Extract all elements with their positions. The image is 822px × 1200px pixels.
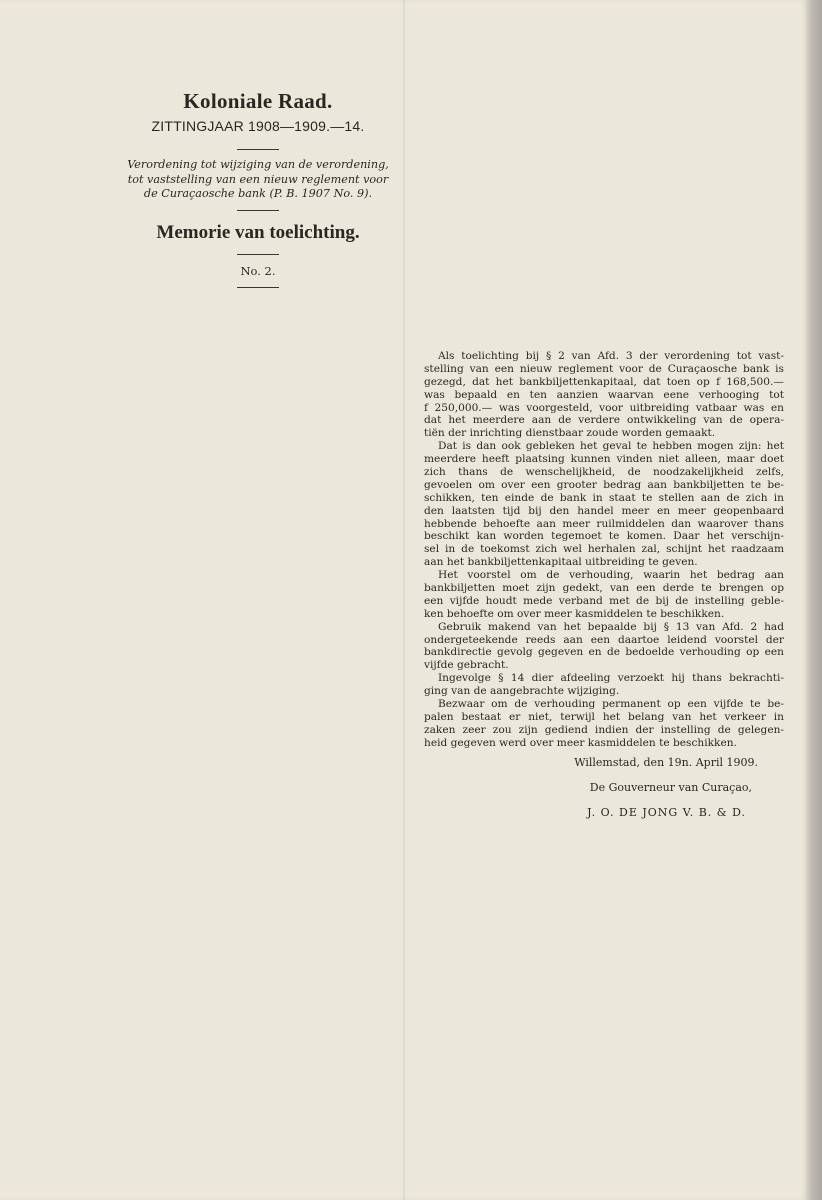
paragraph-line: stelling van een nieuw reglement voor de Curaçaosche bank is xyxy=(424,362,784,375)
paragraph-line: ken behoefte om over meer kasmiddelen te beschikken. xyxy=(424,607,725,620)
place-date: Willemstad, den 19n. April 1909. xyxy=(574,756,758,769)
paragraph-line: gezegd, dat het bankbiljettenkapitaal, dat toen op f 168,500.— xyxy=(424,375,784,388)
paragraph-line: ging van de aangebrachte wijziging. xyxy=(424,685,620,698)
document-header xyxy=(118,88,398,288)
paragraph-line: gevoelen om over een grooter bedrag aan bankbiljetten te be- xyxy=(424,478,784,491)
paragraph-line: beschikt kan worden tegemoet te komen. Daar het verschijn- xyxy=(424,530,784,543)
paragraph-line: aan het bankbiljettenkapitaal uitbreiding te geven. xyxy=(424,556,698,569)
paragraph-line: Het voorstel om de verhouding, waarin het bedrag aan xyxy=(438,569,784,582)
paragraph-line: sel in de toekomst zich wel herhalen zal, schijnt het raadzaam xyxy=(424,543,784,556)
divider-rule xyxy=(237,149,279,150)
governor-title: De Gouverneur van Curaçao, xyxy=(589,781,752,794)
paragraph-line: Gebruik makend van het bepaalde bij § 13 van Afd. 2 had xyxy=(438,620,784,633)
divider-rule xyxy=(237,254,279,255)
paragraph-line: zaken zeer zou zijn gediend indien der instelling de gelegen- xyxy=(424,723,784,736)
paragraph-line: bankbiljetten moet zijn gedekt, van een derde te brengen op xyxy=(424,582,784,595)
paragraph-line: schikken, ten einde de bank in staat te stellen aan de zich in xyxy=(424,491,784,504)
paragraph-line: dat het meerdere aan de verdere ontwikkeling van de opera- xyxy=(424,414,784,427)
paragraph-line: zich thans de wenschelijkheid, de noodzakelijkheid zelfs, xyxy=(424,466,784,479)
paragraph-line: bankdirectie gevolg gegeven en de bedoelde verhouding op een xyxy=(424,646,784,659)
memorie-heading: Memorie van toelichting. xyxy=(156,221,360,243)
paragraph-line: meerdere heeft plaatsing kunnen vinden niet alleen, maar doet xyxy=(424,453,784,466)
governor-signature: J. O. DE JONG V. B. & D. xyxy=(587,806,746,819)
document-number: No. 2. xyxy=(240,263,276,278)
paragraph-line: was bepaald en ten aanzien waarvan eene verhooging tot xyxy=(424,388,784,401)
paragraph-line: palen bestaat er niet, terwijl het belang van het verkeer in xyxy=(424,710,784,723)
council-title: Koloniale Raad. xyxy=(183,89,333,113)
session-year: ZITTINGJAAR 1908—1909.—14. xyxy=(151,118,365,134)
paragraph-line: Dat is dan ook gebleken het geval te hebben mogen zijn: het xyxy=(438,440,784,453)
subject-line: tot vaststelling van een nieuw reglement voor xyxy=(127,172,389,186)
divider-rule xyxy=(237,210,279,211)
paragraph-line: ondergeteekende reeds aan een daartoe leidend voorstel der xyxy=(424,633,784,646)
paragraph-line: Ingevolge § 14 dier afdeeling verzoekt hij thans bekrachti- xyxy=(438,672,784,685)
ordinance-subject xyxy=(118,158,398,202)
paragraph-line: vijfde gebracht. xyxy=(424,659,509,672)
paragraph-line: heid gegeven werd over meer kasmiddelen te beschikken. xyxy=(424,736,737,749)
paragraph-line: tiën der inrichting dienstbaar zoude worden gemaakt. xyxy=(424,427,716,440)
paragraph-line: f 250,000.— was voorgesteld, voor uitbreiding vatbaar was en xyxy=(424,401,784,414)
paragraph-line: Als toelichting bij § 2 van Afd. 3 der verordening tot vast- xyxy=(438,350,784,362)
paragraph-line: een vijfde houdt mede verband met de bij de instelling geble- xyxy=(424,594,784,607)
page-edge xyxy=(806,0,822,1200)
paragraph-line: den laatsten tijd bij den handel meer en meer geopenbaard xyxy=(424,504,784,517)
divider-rule xyxy=(237,287,279,288)
subject-line: de Curaçaosche bank (P. B. 1907 No. 9). xyxy=(143,187,373,200)
paragraph-line: hebbende behoefte aan meer ruilmiddelen dan waarover thans xyxy=(424,517,784,530)
paragraph-line: Bezwaar om de verhouding permanent op een vijfde te be- xyxy=(438,698,784,711)
explanatory-memorandum-body xyxy=(424,350,784,750)
subject-line: Verordening tot wijziging van de verordening, xyxy=(127,158,389,171)
page-fold xyxy=(403,0,405,1200)
